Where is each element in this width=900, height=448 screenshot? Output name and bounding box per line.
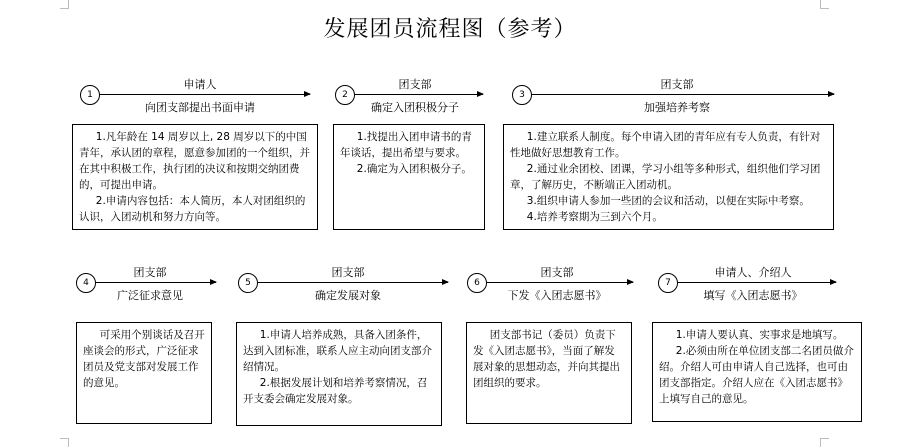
step-action: 向团支部提出书面申请 — [145, 101, 255, 114]
step-description — [72, 124, 318, 230]
description-paragraph: 2.必须由所在单位团支部二名团员做介绍。介绍人可由申请人自己选择，也可由团支部指定。介绍人应在《入团志愿书》上填写自己的意见。 — [659, 345, 854, 405]
step-number: 7 — [658, 273, 678, 293]
description-paragraph: 1.凡年龄在 14 周岁以上, 28 周岁以下的中国青年，承认团的章程，愿意参加团的一个组织，并在其中积极工作，执行团的决议和按期交纳团费的，可提出申请。 — [79, 131, 310, 191]
step-number: 3 — [512, 85, 532, 105]
description-paragraph: 可采用个别谈话及召开座谈会的形式，广泛征求团员及党支部对发展工作的意见。 — [83, 329, 205, 389]
description-paragraph: 1.建立联系人制度。每个申请入团的青年应有专人负责，有针对性地做好思想教育工作。 — [510, 131, 821, 159]
step-actor: 申请人 — [183, 78, 217, 91]
step-number: 4 — [76, 273, 96, 293]
step-action: 下发《入团志愿书》 — [507, 289, 607, 302]
page-corner-mark — [60, 0, 69, 9]
flow-arrow — [100, 94, 310, 95]
description-paragraph: 1.找提出入团申请书的青年谈话，提出希望与要求。 — [340, 131, 472, 159]
flow-arrow — [678, 282, 836, 283]
step-description — [333, 124, 485, 230]
step-number: 2 — [335, 85, 355, 105]
flow-arrow — [355, 94, 483, 95]
description-paragraph: 2.申请内容包括：本人简历，本人对团组织的认识，入团动机和努力方向等。 — [79, 195, 306, 223]
description-paragraph: 3.组织申请人参加一些团的会议和活动，以便在实际中考察。 — [526, 195, 810, 207]
step-action: 确定发展对象 — [315, 289, 381, 302]
flow-arrow — [258, 282, 448, 283]
step-action: 填写《入团志愿书》 — [703, 289, 803, 302]
step-description — [652, 322, 862, 422]
step-description — [236, 322, 442, 426]
step-action: 广泛征求意见 — [117, 289, 183, 302]
step-actor: 团支部 — [660, 78, 694, 91]
step-actor: 申请人、介绍人 — [714, 266, 792, 279]
page-corner-mark — [820, 0, 829, 9]
description-paragraph: 2.根据发展计划和培养考察情况，召开支委会确定发展对象。 — [243, 377, 428, 405]
step-number: 1 — [80, 85, 100, 105]
description-paragraph: 1.申请人要认真、实事求是地填写。 — [675, 329, 844, 341]
step-action: 加强培养考察 — [644, 101, 710, 114]
description-paragraph: 团支部书记（委员）负责下发《入团志愿书》，当面了解发展对象的思想动态，并向其提出团组织的要求。 — [473, 329, 620, 389]
page-corner-mark — [820, 438, 829, 447]
step-actor: 团支部 — [133, 266, 167, 279]
step-description — [466, 322, 632, 424]
step-action: 确定入团积极分子 — [371, 101, 459, 114]
description-paragraph: 4.培养考察期为三到六个月。 — [526, 211, 663, 223]
step-description — [76, 322, 212, 424]
flow-arrow — [487, 282, 633, 283]
flow-arrow — [532, 94, 834, 95]
page-title: 发展团员流程图（参考） — [323, 17, 577, 42]
description-paragraph: 2.确定为入团积极分子。 — [356, 163, 472, 175]
step-actor: 团支部 — [398, 78, 432, 91]
description-paragraph: 2.通过业余团校、团课，学习小组等多种形式，组织他们学习团章，了解历史，不断端正入团动机。 — [510, 163, 821, 191]
page-corner-mark — [60, 438, 69, 447]
step-description — [503, 124, 834, 230]
description-paragraph: 1.申请人培养成熟，具备入团条件，达到入团标准，联系人应主动向团支部介绍情况。 — [243, 329, 432, 373]
step-number: 6 — [467, 273, 487, 293]
step-actor: 团支部 — [540, 266, 574, 279]
step-number: 5 — [238, 273, 258, 293]
step-actor: 团支部 — [331, 266, 365, 279]
flow-arrow — [96, 282, 216, 283]
